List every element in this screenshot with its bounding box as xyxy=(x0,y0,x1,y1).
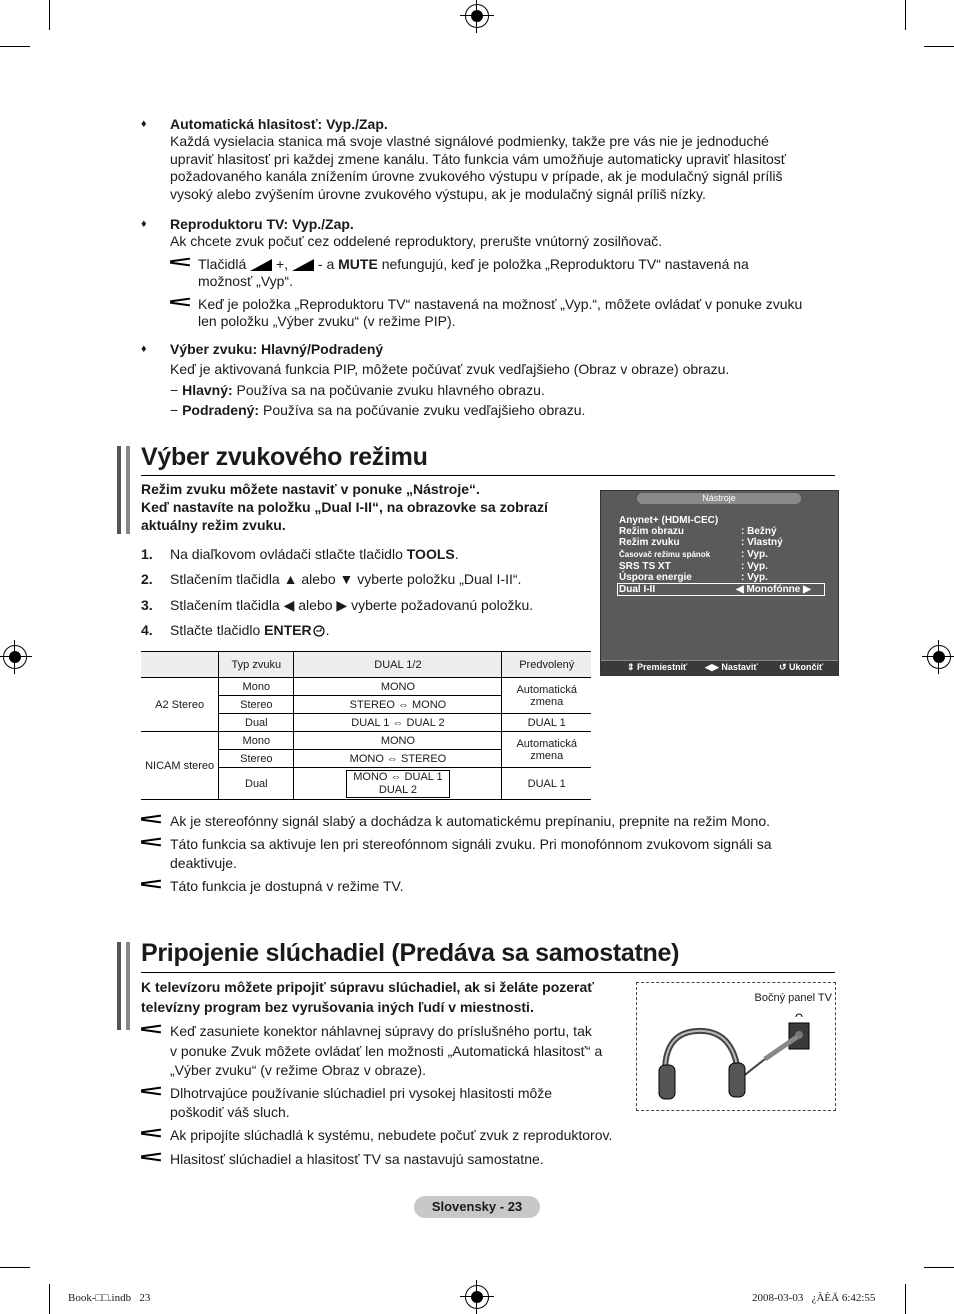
step-number: 4. xyxy=(141,622,153,638)
bullet-icon: ♦ xyxy=(141,343,147,355)
definition-line: − Podradený: Používa sa na počúvanie zvuku vedľajšieho obrazu. xyxy=(170,402,586,418)
headphones-icon xyxy=(637,983,835,1110)
note-icon xyxy=(141,1085,161,1097)
section-heading: Pripojenie slúchadiel (Predáva sa samostatne) xyxy=(141,939,680,967)
menu-footer xyxy=(601,660,838,675)
menu-row-label: Úspora energie xyxy=(619,572,692,583)
table-header: Typ zvuku xyxy=(219,652,294,678)
paragraph-line: vysoký alebo zvýšením úrovne zvukového výstupu, ak je modulačný signál príliš nízky. xyxy=(170,186,706,202)
bullet-icon: ♦ xyxy=(141,118,147,130)
note-icon xyxy=(170,256,190,268)
menu-row-label: SRS TS XT xyxy=(619,561,671,572)
paragraph-line: Ak chcete zvuk počuť cez oddelené reproduktory, prerušte vnútorný zosilňovač. xyxy=(170,233,663,249)
crop-mark xyxy=(49,1284,50,1314)
menu-row-value: : Bežný xyxy=(741,526,777,537)
headphone-illustration xyxy=(636,982,836,1111)
table-cell: Dual xyxy=(219,714,294,732)
table-cell: A2 Stereo xyxy=(141,678,219,732)
table-header: DUAL 1/2 xyxy=(294,652,502,678)
table-cell: Dual xyxy=(219,768,294,800)
heading-rule xyxy=(141,475,835,476)
menu-row-label: Dual I-II xyxy=(619,584,656,595)
menu-row-value: : Vyp. xyxy=(741,561,768,572)
note-line: Keď je položka „Reproduktoru TV“ nastavená na možnosť „Vyp.“, môžete ovládať v ponuke zvuku xyxy=(198,296,803,312)
note-icon xyxy=(141,878,161,890)
note-icon xyxy=(170,296,190,308)
menu-row-value: : Vyp. xyxy=(741,572,768,583)
paragraph-line: upraviť hlasitosť pri každej zmene kanálu. Táto funkcia vám umožňuje automaticky upraviť hlasitosť xyxy=(170,151,787,167)
step-number: 2. xyxy=(141,571,153,587)
paragraph-line: Keď je aktivovaná funkcia PIP, môžete počúvať zvuk vedľajšieho (Obraz v obraze) obrazu. xyxy=(170,361,730,377)
table-cell: MONO xyxy=(294,678,502,696)
registration-mark-icon xyxy=(3,645,27,669)
step-text: Stlačením tlačidla ◀ alebo ▶ vyberte požadovanú položku. xyxy=(170,597,534,613)
bullet-title: Reproduktoru TV: Vyp./Zap. xyxy=(170,216,354,232)
menu-row-label: Časovač režimu spánok xyxy=(619,550,711,559)
tools-menu-screenshot xyxy=(600,490,839,676)
heading-bar xyxy=(126,446,130,534)
menu-foot-exit: ↺ Ukončiť xyxy=(779,662,824,672)
table-cell xyxy=(294,768,502,800)
table-cell: Automatická zmena xyxy=(502,732,591,768)
table-cell: Mono xyxy=(219,732,294,750)
definition-line: − Hlavný: Používa sa na počúvanie zvuku hlavného obrazu. xyxy=(170,382,545,398)
note-line: poškodiť váš sluch. xyxy=(170,1104,290,1120)
intro-line: K televízoru môžete pripojiť súpravu slúchadiel, ak si želáte pozerať xyxy=(141,979,594,995)
crop-mark xyxy=(905,0,906,30)
menu-foot-adjust: ◀▶ Nastaviť xyxy=(705,662,758,672)
note-line: deaktivuje. xyxy=(170,855,237,871)
intro-line: televízny program bez vyrušovania iných ľudí v miestnosti. xyxy=(141,999,534,1015)
crop-mark xyxy=(0,1267,30,1268)
crop-mark xyxy=(0,46,30,47)
menu-row-value: : Vyp. xyxy=(741,549,768,560)
note-line: Keď zasuniete konektor náhlavnej súpravy do príslušného portu, tak xyxy=(170,1023,592,1039)
heading-bar xyxy=(117,942,121,1030)
step-text: Stlačením tlačidla ▲ alebo ▼ vyberte položku „Dual I-II“. xyxy=(170,571,522,587)
table-cell: Stereo xyxy=(219,696,294,714)
volume-icon xyxy=(292,259,314,271)
note-line: možnosť „Vyp“. xyxy=(198,273,293,289)
paragraph-line: Každá vysielacia stanica má svoje vlastné signálové podmienky, takže pre vás nie je jednoduché xyxy=(170,133,769,149)
menu-title: Nástroje xyxy=(637,493,801,504)
volume-icon xyxy=(250,259,272,271)
crop-mark xyxy=(905,1284,906,1314)
note-icon xyxy=(141,1023,161,1035)
table-cell: DUAL 1 xyxy=(502,714,591,732)
box-label: Bočný panel TV xyxy=(754,992,832,1004)
menu-foot-move: ⇕ Premiestniť xyxy=(627,662,688,672)
table-cell: NICAM stereo xyxy=(141,732,219,800)
note-line: Dlhotrvajúce používanie slúchadiel pri vysokej hlasitosti môže xyxy=(170,1085,553,1101)
crop-mark xyxy=(924,46,954,47)
table-cell: MONO xyxy=(294,732,502,750)
note-line: Táto funkcia je dostupná v režime TV. xyxy=(170,878,404,894)
note-line: Ak pripojíte slúchadlá k systému, nebudete počuť zvuk z reproduktorov. xyxy=(170,1127,613,1143)
registration-mark-icon xyxy=(465,4,489,28)
intro-line: Keď nastavíte na položku „Dual I-II“, na obrazovke sa zobrazí xyxy=(141,499,548,515)
menu-row-label: Anynet+ (HDMI-CEC) xyxy=(619,515,719,526)
note-icon xyxy=(141,813,161,825)
section-heading: Výber zvukového režimu xyxy=(141,443,428,471)
note-icon xyxy=(141,1151,161,1163)
bullet-title: Automatická hlasitosť: Vyp./Zap. xyxy=(170,116,388,132)
sound-mode-table xyxy=(141,651,591,800)
bullet-icon: ♦ xyxy=(141,218,147,230)
note-line: Ak je stereofónny signál slabý a dochádza k automatickému prepínaniu, prepnite na režim Mono. xyxy=(170,813,771,829)
note-icon xyxy=(141,836,161,848)
menu-row-label: Režim zvuku xyxy=(619,537,680,548)
note-line: Tlačidlá +, - a MUTE nefungujú, keď je položka „Reproduktoru TV“ nastavená na xyxy=(198,256,749,272)
footer-file: Book-□□.indb 23 xyxy=(68,1292,151,1304)
table-cell: STEREO ⇔ MONO xyxy=(294,696,502,714)
table-cell: Stereo xyxy=(219,750,294,768)
intro-line: aktuálny režim zvuku. xyxy=(141,517,286,533)
bullet-title: Výber zvuku: Hlavný/Podradený xyxy=(170,341,384,357)
note-line: v ponuke Zvuk môžete ovládať len možnosti „Automatická hlasitosť“ a xyxy=(170,1043,603,1059)
table-header xyxy=(141,652,219,678)
heading-bar xyxy=(126,942,130,1030)
heading-rule xyxy=(141,972,835,973)
menu-row-label: Režim obrazu xyxy=(619,526,685,537)
enter-icon xyxy=(312,625,326,637)
table-cell: DUAL 1 xyxy=(502,768,591,800)
page-number: Slovensky - 23 xyxy=(414,1196,540,1218)
dual-cycle-line: MONO ⇔ DUAL 1 xyxy=(353,770,443,783)
table-cell: Mono xyxy=(219,678,294,696)
crop-mark xyxy=(924,1267,954,1268)
table-header: Predvolený xyxy=(502,652,591,678)
step-text: Na diaľkovom ovládači stlačte tlačidlo TOOLS. xyxy=(170,546,459,562)
heading-bar xyxy=(117,446,121,534)
note-icon xyxy=(141,1127,161,1139)
dual-cycle-line: DUAL 2 xyxy=(378,783,417,796)
step-number: 1. xyxy=(141,546,153,562)
note-line: „Výber zvuku“ (v režime Obraz v obraze). xyxy=(170,1062,426,1078)
step-number: 3. xyxy=(141,597,153,613)
menu-row-value: : Vlastný xyxy=(741,537,783,548)
registration-mark-icon xyxy=(927,645,951,669)
table-cell: MONO ⇔ STEREO xyxy=(294,750,502,768)
note-line: len položku „Výber zvuku“ (v režime PIP). xyxy=(198,313,456,329)
step-text: Stlačte tlačidlo ENTER . xyxy=(170,622,330,638)
table-cell: DUAL 1 ⇔ DUAL 2 xyxy=(294,714,502,732)
note-line: Táto funkcia sa aktivuje len pri stereofónnom signáli zvuku. Pri monofónnom zvukovom signáli sa xyxy=(170,836,772,852)
table-cell: Automatická zmena xyxy=(502,678,591,714)
note-line: Hlasitosť slúchadiel a hlasitosť TV sa nastavujú samostatne. xyxy=(170,1151,544,1167)
registration-mark-icon xyxy=(465,1285,489,1309)
crop-mark xyxy=(49,0,50,30)
intro-line: Režim zvuku môžete nastaviť v ponuke „Nástroje“. xyxy=(141,481,480,497)
paragraph-line: požadovaného kanála znížením úrovne zvukového výstupu v prípade, ak je modulačný signál príliš xyxy=(170,168,783,184)
footer-timestamp: 2008-03-03 ¿ÀÈÄ 6:42:55 xyxy=(752,1292,876,1304)
menu-row-value: ◀ Monofónne ▶ xyxy=(736,584,811,595)
